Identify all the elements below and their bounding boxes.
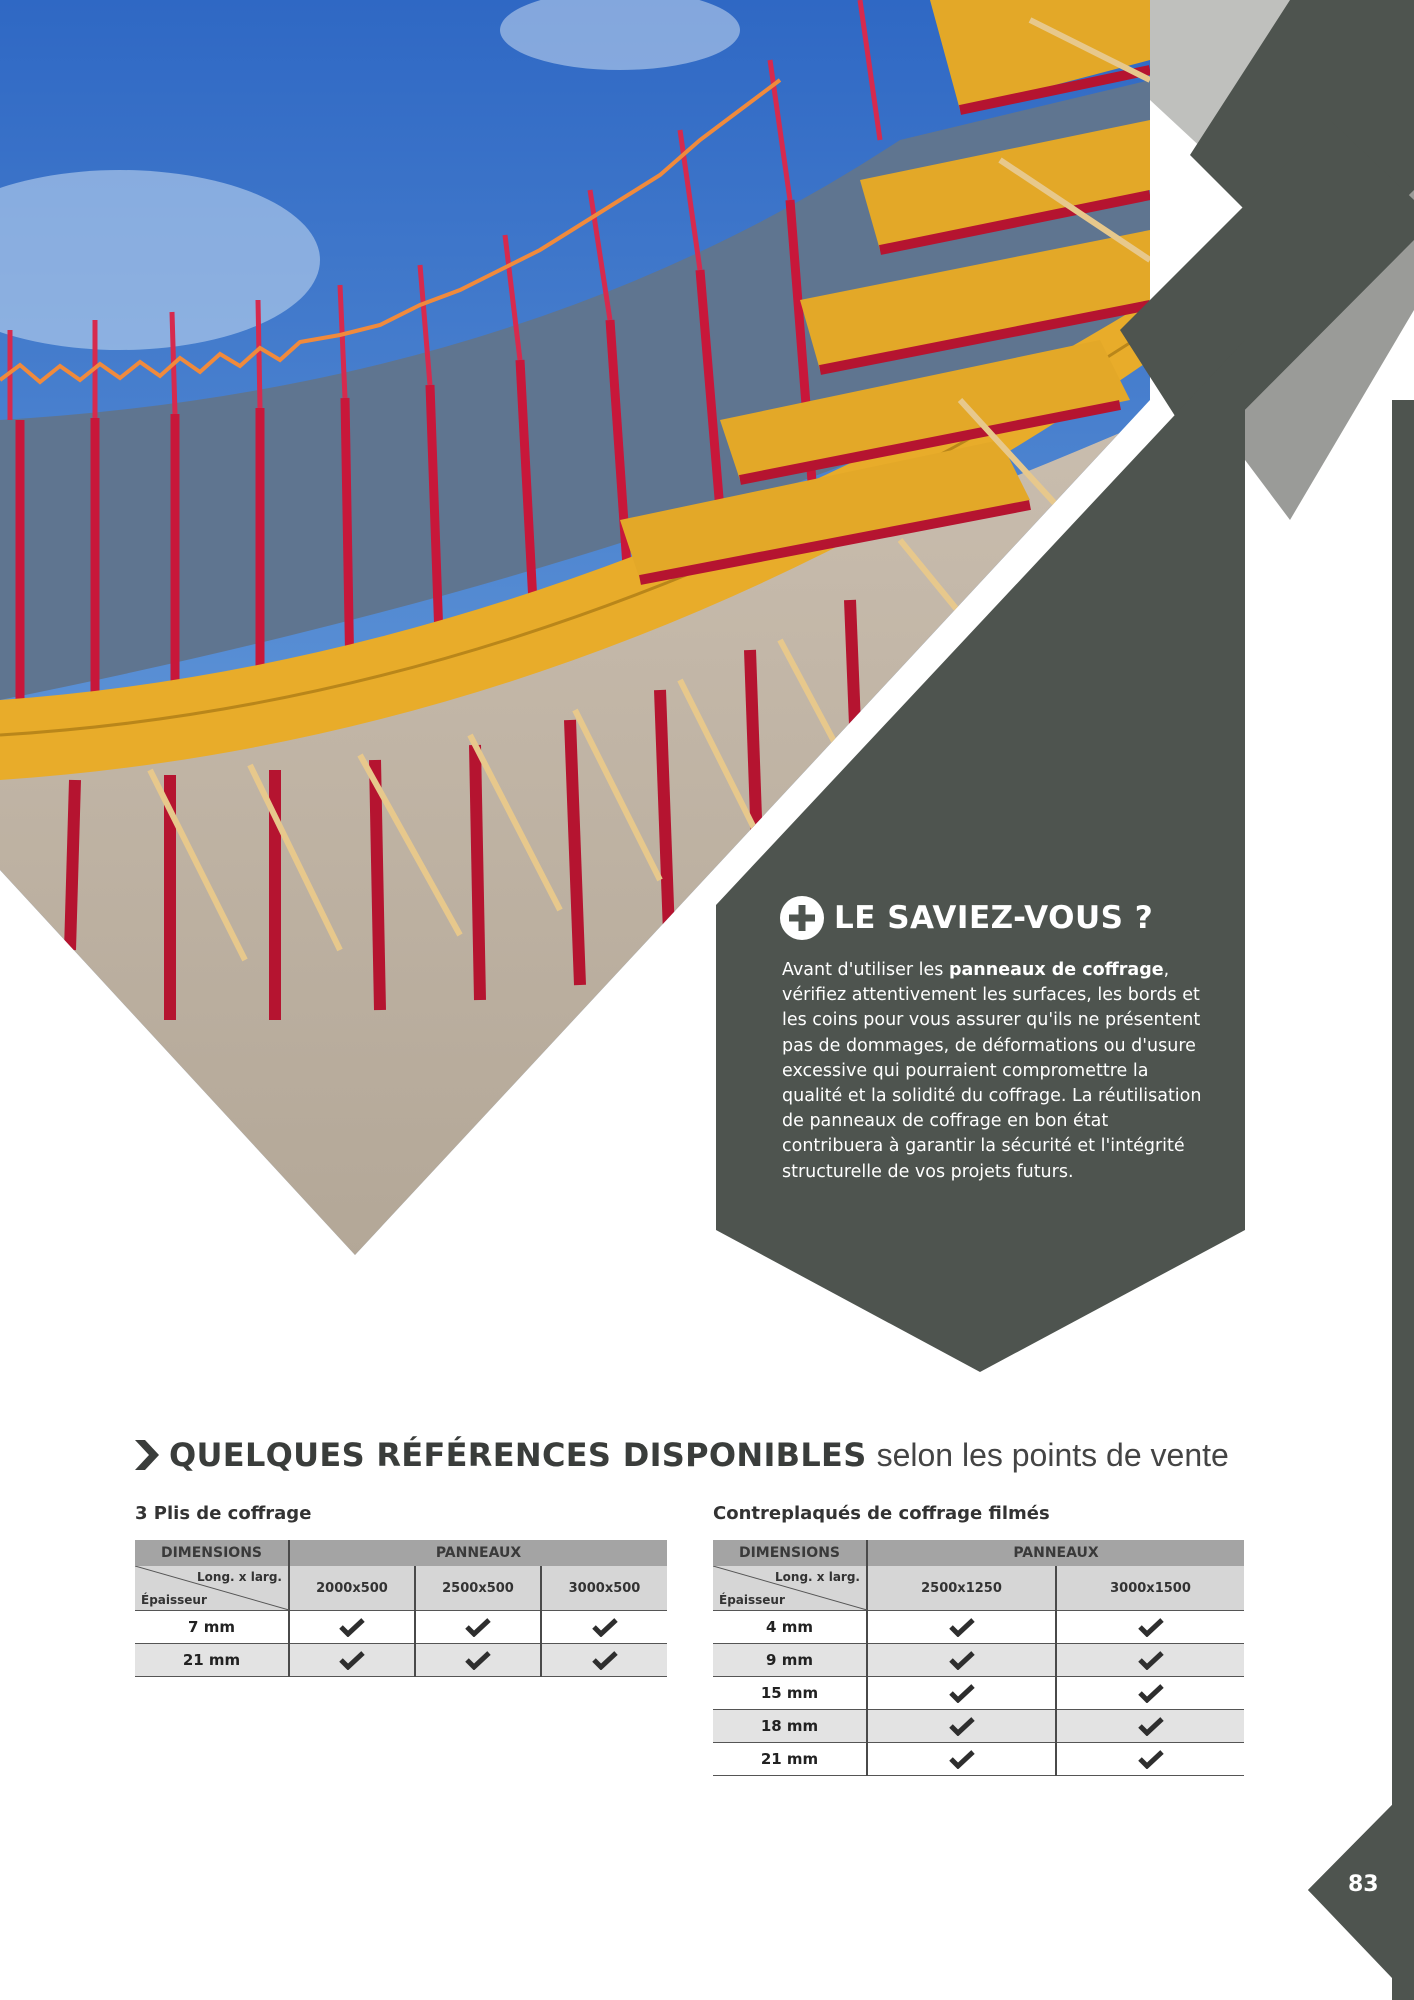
info-body-rest: , vérifiez attentivement les surfaces, les bords et les coins pour vous assurer qu'ils ne présentent pas de dommages, de déformations ou d'usure excessive qui pourraient compromettre la qualité et la solidité du coffrage. La réutilisation de panneaux de coffrage en bon état contribuera à garantir la sécurité et l'intégrité structurelle de vos projets futurs. xyxy=(782,960,1202,1182)
info-body-bold: panneaux de coffrage xyxy=(948,960,1164,980)
check-cell xyxy=(1056,1743,1244,1776)
table1-row-label: 7 mm xyxy=(135,1611,289,1644)
check-icon xyxy=(339,1650,365,1670)
info-panel xyxy=(716,340,1245,1372)
check-icon xyxy=(465,1650,491,1670)
table-row xyxy=(713,1644,1244,1677)
table2-row-label: 15 mm xyxy=(713,1677,867,1710)
table2-col-header: 2500x1250 xyxy=(867,1566,1056,1611)
table2-col-header: 3000x1500 xyxy=(1056,1566,1244,1611)
table2-panels-header: PANNEAUX xyxy=(867,1540,1244,1566)
check-cell xyxy=(541,1611,667,1644)
table1-diag-top: Long. x larg. xyxy=(197,1570,282,1584)
table1-col-header: 3000x500 xyxy=(541,1566,667,1611)
table1-row-label: 21 mm xyxy=(135,1644,289,1677)
check-cell xyxy=(1056,1644,1244,1677)
table2-row-label: 4 mm xyxy=(713,1611,867,1644)
table1-col-header: 2000x500 xyxy=(289,1566,415,1611)
table1-panels-header: PANNEAUX xyxy=(289,1540,667,1566)
check-icon xyxy=(949,1716,975,1736)
check-cell xyxy=(867,1710,1056,1743)
check-cell xyxy=(867,1677,1056,1710)
check-cell xyxy=(867,1743,1056,1776)
check-cell xyxy=(289,1644,415,1677)
table-row xyxy=(713,1710,1244,1743)
plus-circle-icon xyxy=(780,896,824,940)
check-cell xyxy=(541,1644,667,1677)
table-row xyxy=(135,1611,667,1644)
info-body-prefix: Avant d'utiliser les xyxy=(782,960,949,980)
check-cell xyxy=(415,1644,541,1677)
references-heading xyxy=(135,1436,1229,1474)
check-icon xyxy=(1138,1650,1164,1670)
table2-dimensions-header: DIMENSIONS xyxy=(713,1540,867,1566)
table2-caption: Contreplaqués de coffrage filmés xyxy=(713,1503,1050,1524)
info-body xyxy=(782,958,1202,1185)
table2-row-label: 21 mm xyxy=(713,1743,867,1776)
table1-caption: 3 Plis de coffrage xyxy=(135,1503,312,1524)
check-icon xyxy=(949,1749,975,1769)
check-icon xyxy=(949,1650,975,1670)
table1-col-header: 2500x500 xyxy=(415,1566,541,1611)
table2-diagonal-header xyxy=(713,1566,867,1611)
table2-diag-bottom: Épaisseur xyxy=(719,1593,785,1607)
check-icon xyxy=(1138,1716,1164,1736)
chevron-right-icon xyxy=(135,1440,159,1470)
table2-diag-top: Long. x larg. xyxy=(775,1570,860,1584)
check-icon xyxy=(592,1650,618,1670)
table1 xyxy=(135,1540,667,1677)
check-cell xyxy=(415,1611,541,1644)
check-cell xyxy=(1056,1677,1244,1710)
check-icon xyxy=(465,1617,491,1637)
table2-row-label: 18 mm xyxy=(713,1710,867,1743)
table-row xyxy=(713,1677,1244,1710)
table-row xyxy=(135,1644,667,1677)
references-heading-strong: QUELQUES RÉFÉRENCES DISPONIBLES xyxy=(169,1436,867,1474)
references-heading-light: selon les points de vente xyxy=(876,1436,1229,1473)
table2-row-label: 9 mm xyxy=(713,1644,867,1677)
table1-diag-bottom: Épaisseur xyxy=(141,1593,207,1607)
check-icon xyxy=(1138,1749,1164,1769)
table1-diagonal-header xyxy=(135,1566,289,1611)
table2 xyxy=(713,1540,1244,1776)
page-number: 83 xyxy=(1348,1872,1379,1897)
check-cell xyxy=(867,1611,1056,1644)
check-icon xyxy=(592,1617,618,1637)
check-cell xyxy=(1056,1611,1244,1644)
table1-dimensions-header: DIMENSIONS xyxy=(135,1540,289,1566)
table-row xyxy=(713,1611,1244,1644)
check-icon xyxy=(339,1617,365,1637)
check-icon xyxy=(949,1617,975,1637)
info-title-text: LE SAVIEZ-VOUS ? xyxy=(834,900,1154,936)
check-cell xyxy=(1056,1710,1244,1743)
check-icon xyxy=(1138,1683,1164,1703)
check-cell xyxy=(289,1611,415,1644)
info-title xyxy=(780,896,1153,940)
check-cell xyxy=(867,1644,1056,1677)
check-icon xyxy=(1138,1617,1164,1637)
check-icon xyxy=(949,1683,975,1703)
table-row xyxy=(713,1743,1244,1776)
